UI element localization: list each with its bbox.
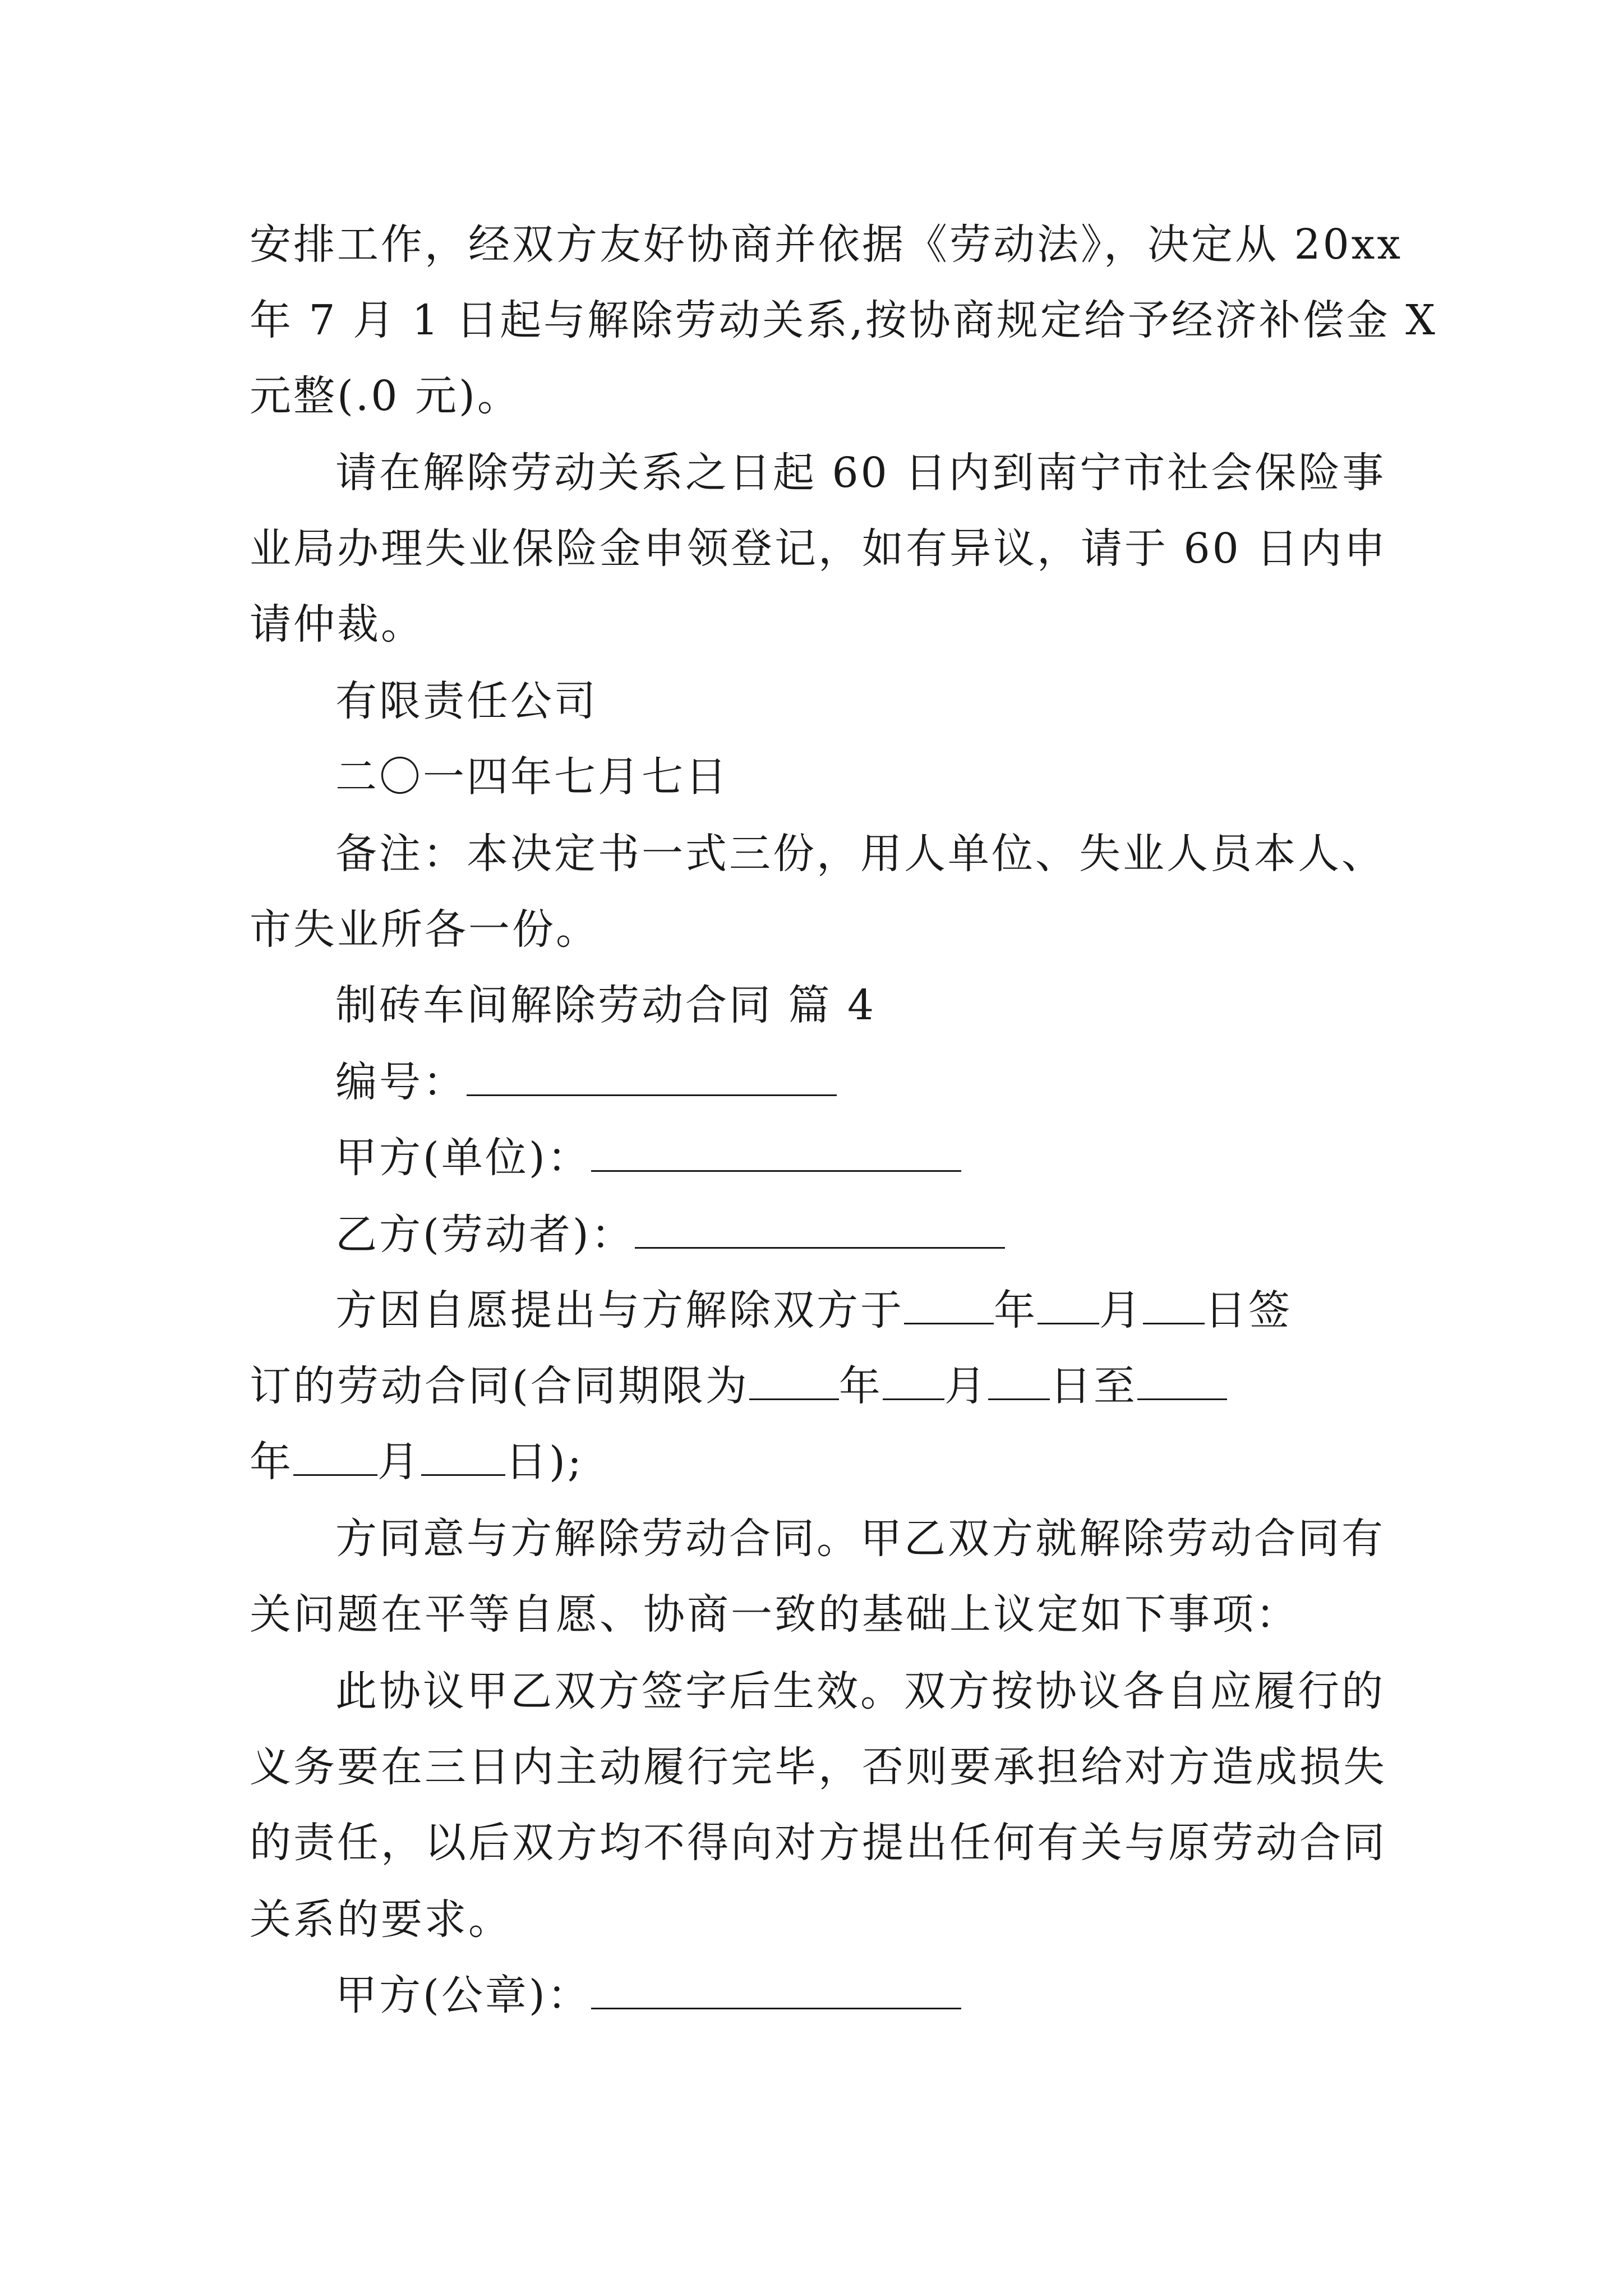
paragraph3-line3 xyxy=(250,1434,584,1490)
end-year-blank xyxy=(1137,1359,1227,1400)
end-month-label: 月 xyxy=(377,1438,421,1486)
paragraph1-line3: 元整(.0 元)。 xyxy=(250,372,521,420)
day-label: 日签 xyxy=(1205,1286,1292,1335)
paragraph3-line2 xyxy=(250,1358,1227,1414)
party-b-field xyxy=(335,1207,1005,1263)
paragraph3-line2-text: 订的劳动合同(合同期限为 xyxy=(250,1362,749,1410)
end-year-label: 年 xyxy=(250,1438,293,1486)
seal-field xyxy=(335,1967,961,2023)
number-field xyxy=(335,1054,837,1110)
year-label: 年 xyxy=(994,1286,1038,1335)
paragraph1-line2: 年 7 月 1 日起与解除劳动关系,按协商规定给予经济补偿金 X xyxy=(250,296,1437,344)
section-title: 制砖车间解除劳动合同 篇 4 xyxy=(335,981,877,1029)
paragraph1-line1: 安排工作，经双方友好协商并依据《劳动法》，决定从 20xx xyxy=(250,220,1403,269)
paragraph5-line4: 关系的要求。 xyxy=(250,1895,512,1944)
paragraph2-line2: 业局办理失业保险金申领登记，如有异议，请于 60 日内申 xyxy=(250,524,1388,573)
end-day-label: 日); xyxy=(505,1438,584,1486)
start-month-blank xyxy=(883,1359,944,1400)
number-blank xyxy=(467,1055,837,1096)
paragraph4-line1: 方同意与方解除劳动合同。甲乙双方就解除劳动合同有 xyxy=(335,1515,1385,1563)
company-name: 有限责任公司 xyxy=(335,677,598,725)
remark-line2: 市失业所各一份。 xyxy=(250,905,600,954)
month-blank xyxy=(1038,1283,1099,1324)
end-day-blank xyxy=(421,1435,505,1476)
paragraph2-line3: 请仲裁。 xyxy=(250,600,425,648)
party-a-label: 甲方(单位)： xyxy=(335,1134,591,1182)
party-a-blank xyxy=(591,1131,961,1172)
paragraph5-line3: 的责任，以后双方均不得向对方提出任何有关与原劳动合同 xyxy=(250,1819,1387,1867)
month-label: 月 xyxy=(1099,1286,1143,1335)
start-year-label: 年 xyxy=(838,1362,883,1410)
party-b-blank xyxy=(635,1208,1005,1249)
document-date: 二〇一四年七月七日 xyxy=(335,753,729,801)
seal-blank xyxy=(591,1968,961,2009)
start-month-label: 月 xyxy=(944,1362,988,1410)
paragraph3-line1-text: 方因自愿提出与方解除双方于 xyxy=(335,1286,904,1335)
day-blank xyxy=(1143,1283,1205,1324)
number-label: 编号： xyxy=(335,1058,467,1106)
party-b-label: 乙方(劳动者)： xyxy=(335,1211,635,1259)
paragraph5-line2: 义务要在三日内主动履行完毕，否则要承担给对方造成损失 xyxy=(250,1743,1387,1791)
start-day-blank xyxy=(988,1359,1050,1400)
party-a-field xyxy=(335,1130,961,1186)
paragraph5-line1: 此协议甲乙双方签字后生效。双方按协议各自应履行的 xyxy=(335,1667,1385,1715)
end-month-blank xyxy=(293,1435,377,1476)
remark-line1: 备注：本决定书一式三份，用人单位、失业人员本人、 xyxy=(335,830,1385,878)
paragraph3-line1 xyxy=(335,1282,1292,1338)
start-day-label: 日至 xyxy=(1049,1362,1137,1410)
year-blank xyxy=(904,1283,994,1324)
paragraph2-line1: 请在解除劳动关系之日起 60 日内到南宁市社会保险事 xyxy=(335,449,1386,497)
start-year-blank xyxy=(749,1359,839,1400)
seal-label: 甲方(公章)： xyxy=(335,1971,591,2019)
paragraph4-line2: 关问题在平等自愿、协商一致的基础上议定如下事项： xyxy=(250,1590,1299,1639)
